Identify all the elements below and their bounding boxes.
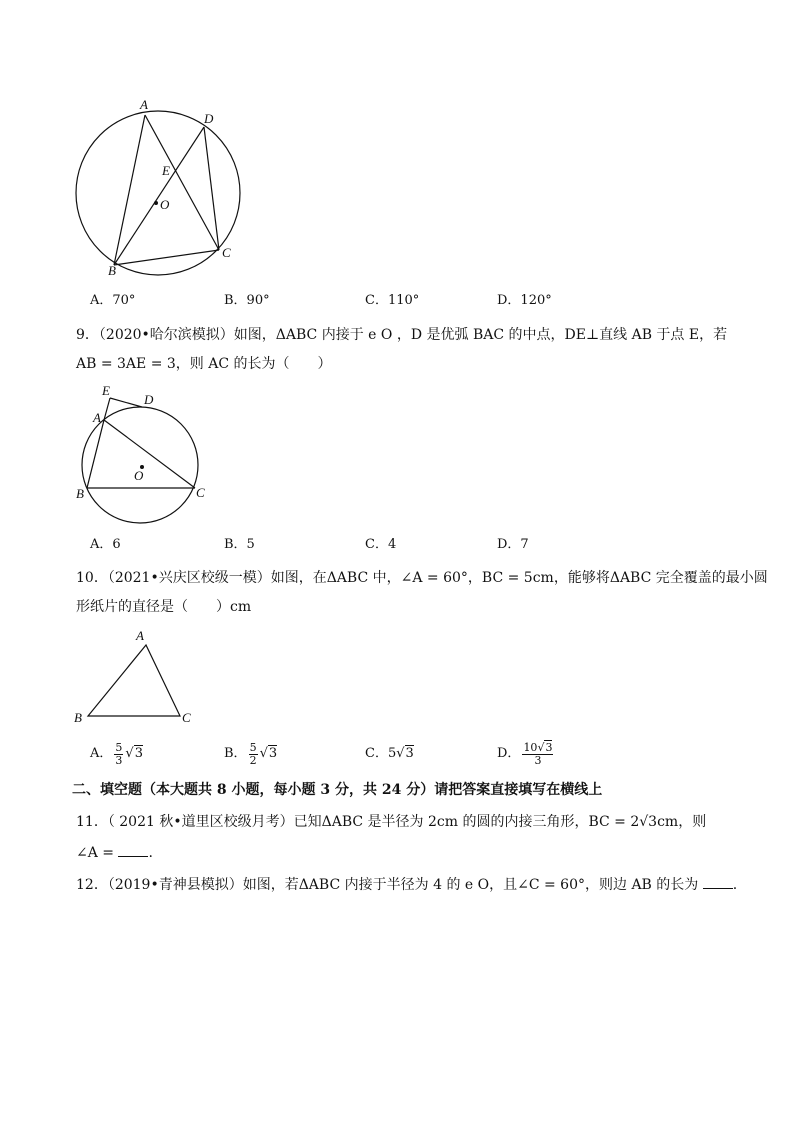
q8-segment-BC <box>114 250 219 265</box>
q10-option-a-numerator: 5 <box>115 740 123 754</box>
q9-option-b: B．5 <box>224 537 255 552</box>
q8-segment-BD <box>114 127 204 265</box>
q8-label-E: E <box>162 163 170 178</box>
q9-label-A: A <box>93 410 101 425</box>
section-2-heading: 二、填空题（本大题共 8 小题，每小题 3 分，共 24 分）请把答案直接填写在横线上 <box>72 782 603 798</box>
q10-option-c-radicand: 3 <box>405 746 414 761</box>
q9-label-E: E <box>102 383 110 398</box>
q10-figure <box>70 625 200 730</box>
q9-option-d: D．7 <box>497 537 529 552</box>
q8-label-B: B <box>108 263 116 278</box>
q10-option-a-fraction <box>114 742 123 767</box>
q9-label-B: B <box>76 486 84 501</box>
q10-option-d-fraction <box>522 742 553 767</box>
q8-segment-AB <box>114 115 145 265</box>
q12-question: 12．（2019•青神县模拟）如图，若ΔABC 内接于半径为 4 的 e O，且∠C = 60°，则边 AB 的长为 <box>76 877 699 893</box>
q10-option-c <box>365 736 414 772</box>
q11-angle-prefix: ∠A = <box>76 845 115 861</box>
q10-option-a-root: √3 <box>125 746 143 761</box>
q10-label-A: A <box>136 628 144 643</box>
q10-option-c-coef: 5 <box>387 746 397 761</box>
q10-option-d-num-radicand: 3 <box>545 740 553 754</box>
q8-segment-AC <box>145 115 219 250</box>
q8-center-dot <box>154 201 158 205</box>
q9-segment-AB <box>87 420 104 488</box>
q10-label-C: C <box>182 710 191 725</box>
q8-option-b: B．90° <box>224 293 270 308</box>
q10-option-b-numerator: 5 <box>249 740 257 754</box>
q10-option-b-radicand: 3 <box>268 746 278 761</box>
q10-text-line2: 形纸片的直径是（ ）cm <box>76 599 252 615</box>
q10-option-a-radicand: 3 <box>134 746 143 761</box>
q10-option-a-denominator: 3 <box>115 753 123 767</box>
q9-segment-ED <box>110 398 142 407</box>
q9-option-a: A．6 <box>90 537 121 552</box>
q9-segment-AC <box>104 420 195 488</box>
q8-label-C: C <box>222 245 231 260</box>
q11-period: . <box>148 845 153 861</box>
q10-option-b-root: √3 <box>259 746 278 761</box>
q9-label-C: C <box>196 485 205 500</box>
q8-label-D: D <box>204 111 214 126</box>
q9-option-c: C．4 <box>365 537 397 552</box>
q10-option-c-root: √3 <box>396 746 414 761</box>
q10-option-d <box>497 736 555 772</box>
q9-figure <box>70 380 230 535</box>
q8-segment-DC <box>204 127 219 250</box>
q10-option-d-numerator: 10√3 <box>523 740 553 754</box>
q12-text <box>76 874 737 895</box>
q8-option-c: C．110° <box>365 293 420 308</box>
q10-option-b-prefix: B． <box>224 746 247 761</box>
q8-label-O: O <box>160 197 170 212</box>
q10-option-d-denominator: 3 <box>534 753 542 767</box>
q8-figure <box>70 95 250 285</box>
q11-answer-blank <box>118 842 148 857</box>
q9-text-line2: AB = 3AE = 3，则 AC 的长为（ ） <box>76 356 332 372</box>
q10-option-b <box>224 736 277 772</box>
q10-option-a-prefix: A． <box>90 746 113 761</box>
q12-answer-blank <box>703 874 733 889</box>
q10-option-d-num-coef: 10 <box>523 740 538 754</box>
q10-label-B: B <box>74 710 82 725</box>
q11-text-line2 <box>76 842 153 863</box>
q10-text-line1: 10．（2021•兴庆区校级一模）如图，在ΔABC 中，∠A = 60°，BC = 5cm，能够将ΔABC 完全覆盖的最小圆 <box>76 570 768 586</box>
q10-option-d-prefix: D． <box>497 746 521 761</box>
q8-option-a: A．70° <box>90 293 136 308</box>
q12-period: . <box>732 877 738 893</box>
q11-text-line1: 11．（ 2021 秋•道里区校级月考）已知ΔABC 是半径为 2cm 的圆的内接三角形，BC = 2√3cm，则 <box>76 814 707 830</box>
q10-option-b-fraction <box>249 742 258 767</box>
q10-option-c-prefix: C． <box>365 746 388 761</box>
q8-label-A: A <box>140 97 148 112</box>
q8-option-d: D．120° <box>497 293 552 308</box>
q9-label-O: O <box>134 468 144 483</box>
q9-text-line1: 9．（2020•哈尔滨模拟）如图，ΔABC 内接于 e O ，D 是优弧 BAC 的中点，DE⊥直线 AB 于点 E，若 <box>76 327 728 343</box>
q9-label-D: D <box>144 392 154 407</box>
q10-triangle <box>88 645 180 716</box>
q10-option-a <box>90 736 143 772</box>
q10-option-b-denominator: 2 <box>249 753 257 767</box>
